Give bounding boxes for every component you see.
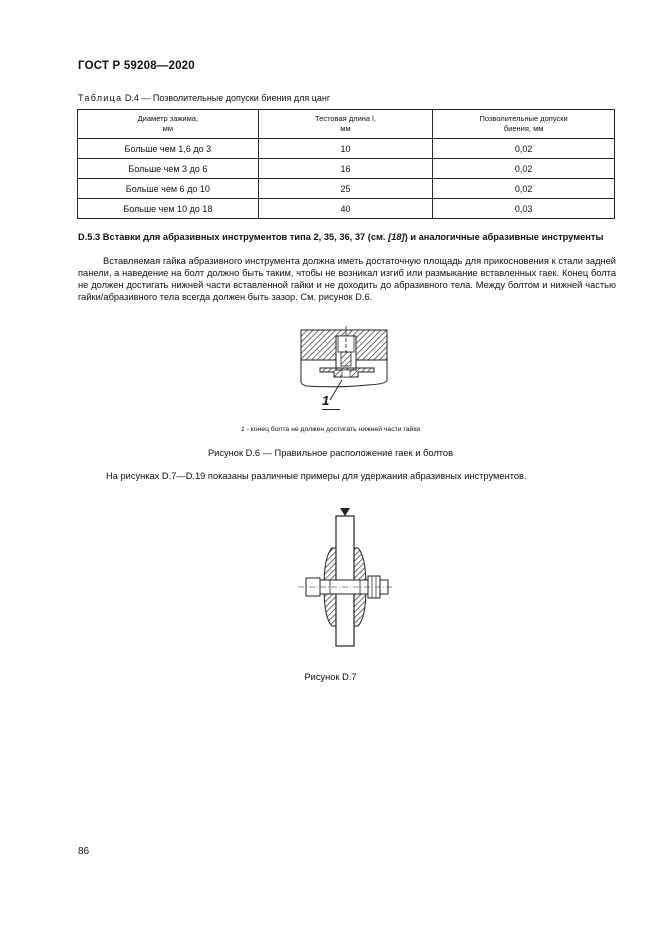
header-test-length: Тестовая длина l, мм: [258, 110, 433, 139]
figure-d6-caption: Рисунок D.6 — Правильное расположение гаек и болтов: [207, 448, 454, 458]
cell-tolerance: 0,02: [433, 159, 615, 179]
figure-d6-legend: [0, 426, 661, 433]
cell-length: 40: [258, 199, 433, 219]
cell-diameter: Больше чем 6 до 10: [78, 179, 259, 199]
cell-length: 10: [258, 139, 433, 159]
table-row: [78, 199, 615, 219]
table-row: [78, 139, 615, 159]
cell-tolerance: 0,03: [433, 199, 615, 219]
cell-tolerance: 0,02: [433, 139, 615, 159]
cell-diameter: Больше чем 10 до 18: [78, 199, 259, 219]
figure-d6-drawing: [298, 322, 390, 414]
table-caption-text: D.4 — Позволительные допуски биения для цанг: [122, 93, 331, 103]
tolerance-table: [77, 109, 615, 219]
cell-tolerance: 0,02: [433, 179, 615, 199]
intro-paragraph: На рисунках D.7—D.19 показаны различные примеры для удержания абразивных инструментов.: [106, 471, 527, 481]
table-row: [78, 179, 615, 199]
table-row: [78, 159, 615, 179]
page-number: 86: [78, 846, 90, 857]
callout-1: 1: [322, 393, 330, 408]
legend-number: 1: [240, 426, 245, 433]
cell-diameter: Больше чем 3 до 6: [78, 159, 259, 179]
figure-d7-caption: Рисунок D.7: [304, 672, 357, 682]
section-title: D.5.3 Вставки для абразивных инструментов типа 2, 35, 36, 37 (см. [18]) и аналогичные абразивные инструменты: [78, 232, 604, 242]
cell-length: 16: [258, 159, 433, 179]
legend-text: - конец болта не должен достигать нижней части гайки: [244, 426, 421, 433]
section-paragraph: Вставляемая гайка абразивного инструмента должна иметь достаточную площадь для прикосновения к стали задней панели, а наведение на болт должно быть таким, чтобы не возникал изгиб или размыкание вставленных гаек. Конец болта не должен достигать нижней части вставленной гайки и не доходить до абразивного тела. Между болтом и нижней частью гайки/абразивного тела всегда должен быть зазор. См. рисунок D.6.: [78, 256, 616, 302]
header-tolerance: Позволительные допуски биения, мм: [433, 110, 615, 139]
callout-underline: [322, 409, 340, 410]
reference-link: [18]: [388, 232, 405, 242]
cell-length: 25: [258, 179, 433, 199]
document-header: ГОСТ Р 59208—2020: [78, 60, 195, 72]
figure-d7-drawing: [296, 506, 396, 656]
cell-diameter: Больше чем 1,6 до 3: [78, 139, 259, 159]
table-caption-prefix: Таблица: [78, 93, 123, 103]
table-header-row: [78, 110, 615, 139]
header-diameter: Диаметр зажима, мм: [78, 110, 259, 139]
table-caption: [78, 93, 330, 103]
